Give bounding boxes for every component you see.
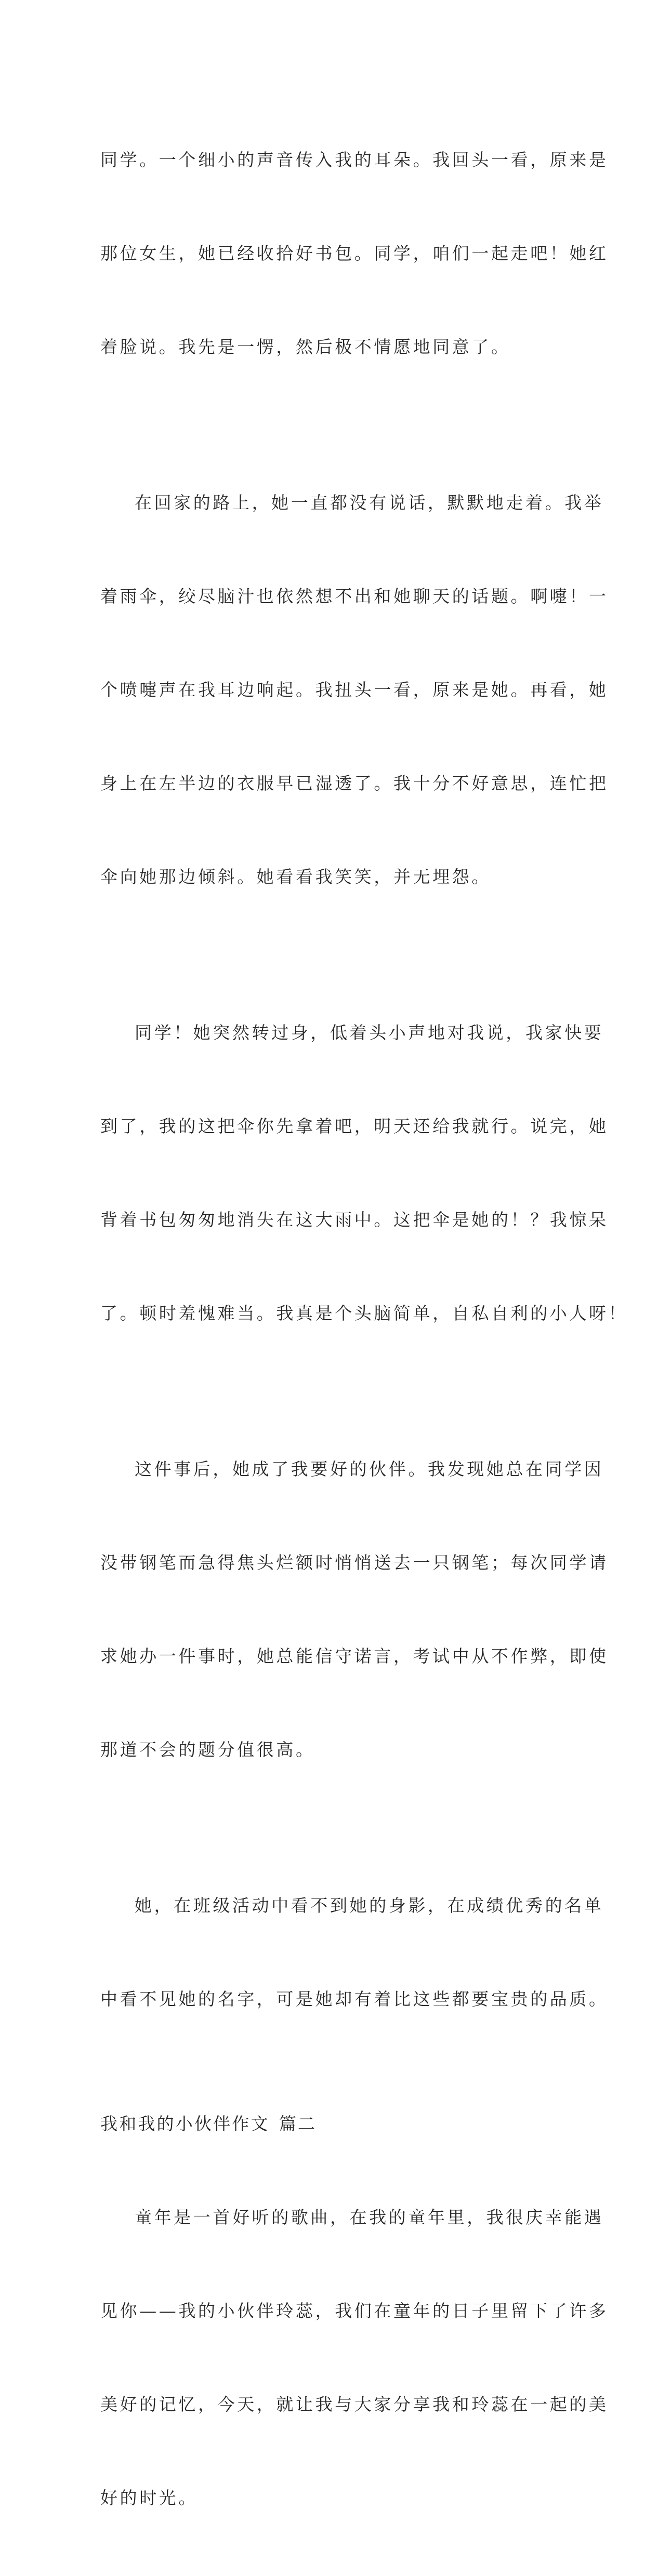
text-line: 童年是一首好听的歌曲，在我的童年里，我很庆幸能遇 <box>135 2207 604 2227</box>
text-line: 这件事后，她成了我要好的伙伴。我发现她总在同学因 <box>135 1459 604 1479</box>
text-line: 身上在左半边的衣服早已湿透了。我十分不好意思，连忙把 <box>100 773 609 793</box>
text-line: 在回家的路上，她一直都没有说话，默默地走着。我举 <box>135 493 604 513</box>
text-line: 同学！她突然转过身，低着头小声地对我说，我家快要 <box>135 1023 604 1043</box>
text-line: 那位女生，她已经收拾好书包。同学，咱们一起走吧！她红 <box>100 243 609 263</box>
document-body <box>100 82 628 2576</box>
paragraph <box>100 2140 609 2576</box>
text-line: 她，在班级活动中看不到她的身影，在成绩优秀的名单 <box>135 1895 604 1916</box>
text-line: 中看不见她的名字，可是她却有着比这些都要宝贵的品质。 <box>100 1989 609 2009</box>
text-line: 那道不会的题分值很高。 <box>100 1740 315 1760</box>
text-line: 见你——我的小伙伴玲蕊，我们在童年的日子里留下了许多 <box>100 2301 609 2321</box>
section-spacer <box>100 2077 558 2108</box>
text-line: 到了，我的这把伞你先拿着吧，明天还给我就行。说完，她 <box>100 1116 609 1136</box>
section-heading <box>100 2108 558 2140</box>
paragraph <box>100 1391 609 1828</box>
text-line: 背着书包匆匆地消失在这大雨中。这把伞是她的！？我惊呆 <box>100 1210 609 1230</box>
heading-tag: 篇二 <box>279 2114 317 2134</box>
paragraph <box>100 955 628 1391</box>
text-line: 了。顿时羞愧难当。我真是个头脑简单，自私自利的小人呀！ <box>100 1303 628 1323</box>
heading-title: 我和我的小伙伴作文 <box>100 2114 270 2134</box>
text-line: 没带钢笔而急得焦头烂额时悄悄送去一只钢笔；每次同学请 <box>100 1552 609 1573</box>
paragraph <box>100 1828 609 2077</box>
text-line: 个喷嚏声在我耳边响起。我扭头一看，原来是她。再看，她 <box>100 680 609 700</box>
paragraph <box>100 425 609 955</box>
text-line: 好的时光。 <box>100 2488 198 2508</box>
text-line: 伞向她那边倾斜。她看看我笑笑，并无埋怨。 <box>100 867 491 887</box>
text-line: 美好的记忆，今天，就让我与大家分享我和玲蕊在一起的美 <box>100 2394 609 2414</box>
text-line: 同学。一个细小的声音传入我的耳朵。我回头一看，原来是 <box>100 150 609 170</box>
text-line: 着脸说。我先是一愣，然后极不情愿地同意了。 <box>100 337 511 357</box>
paragraph <box>100 82 609 425</box>
text-line: 着雨伞，绞尽脑汁也依然想不出和她聊天的话题。啊嚏！一 <box>100 586 609 606</box>
text-line: 求她办一件事时，她总能信守诺言，考试中从不作弊，即使 <box>100 1646 609 1666</box>
